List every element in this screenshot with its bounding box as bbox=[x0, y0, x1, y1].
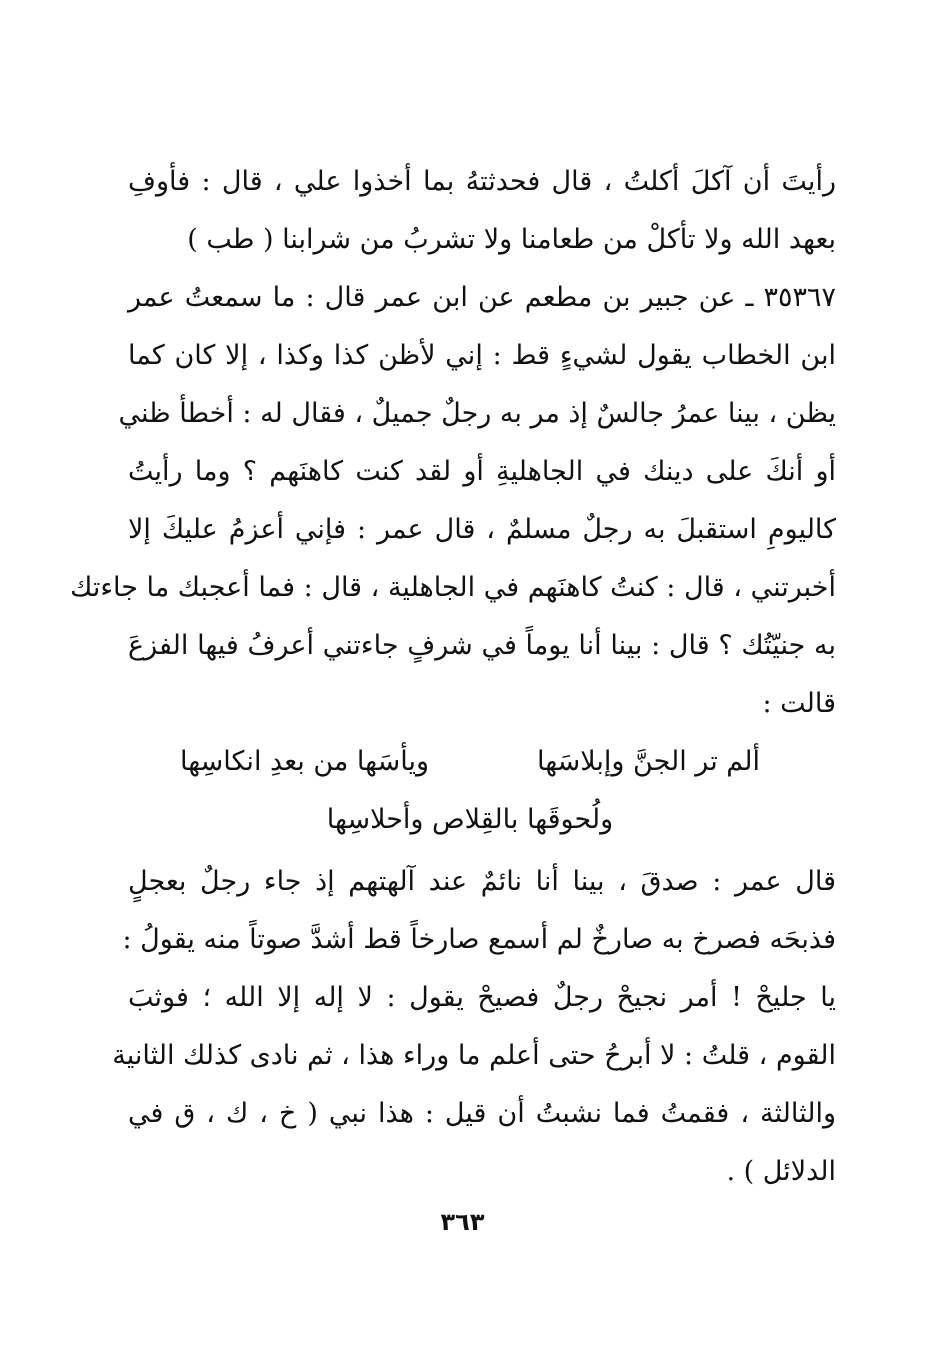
text-line: أخبرتني ، قال : كنتُ كاهنَهم في الجاهلية ، قال : فما أعجبك ما جاءتك bbox=[70, 572, 836, 603]
text-line: القوم ، قلتُ : لا أبرحُ حتى أعلم ما وراء هذا ، ثم نادى كذلك الثانية bbox=[112, 1040, 836, 1071]
text-line: قال عمر : صدقَ ، بينا أنا نائمٌ عند آلهتهم إذ جاء رجلٌ بعجلٍ bbox=[128, 866, 836, 897]
text-line: به جنيّتُك ؟ قال : بينا أنا يوماً في شرفٍ جاءتني أعرفُ فيها الفزعَ bbox=[128, 630, 836, 661]
verse-second-hemistich: ويأسَها من بعدِ انكاسِها bbox=[180, 746, 429, 777]
poem-verses bbox=[180, 733, 760, 849]
paragraph-continuation bbox=[128, 153, 836, 269]
page-number: ٣٦٣ bbox=[440, 1208, 485, 1236]
text-line: رأيتَ أن آكلَ أكلتُ ، قال فحدثتهُ بما أخذوا علي ، قال : فأوفِ bbox=[128, 166, 836, 197]
text-line: فذبحَه فصرخ به صارخٌ لم أسمع صارخاً قط أشدَّ صوتاً منه يقولُ : bbox=[122, 924, 836, 955]
verse-line bbox=[180, 733, 760, 791]
text-line: ٣٥٣٦٧ ـ عن جبير بن مطعم عن ابن عمر قال : ما سمعتُ عمر bbox=[128, 282, 836, 313]
text-line: كاليومِ استقبلَ به رجلٌ مسلمٌ ، قال عمر : فإني أعزمُ عليكَ إلا bbox=[128, 514, 836, 545]
text-line: قالت : bbox=[762, 688, 836, 719]
text-line: يظن ، بينا عمرُ جالسٌ إذ مر به رجلٌ جميلٌ ، فقال له : أخطأ ظني bbox=[118, 398, 836, 429]
paragraph-conclusion bbox=[112, 853, 836, 1201]
text-line: بعهد الله ولا تأكلْ من طعامنا ولا تشربُ من شرابنا ( طب ) bbox=[187, 224, 836, 255]
text-line: الدلائل ) . bbox=[726, 1156, 836, 1187]
text-line: ابن الخطاب يقول لشيءٍ قط : إني لأظن كذا وكذا ، إلا كان كما bbox=[128, 340, 836, 371]
hadith-35367 bbox=[70, 269, 836, 733]
verse-line: ولُحوقَها بالقِلاص وأحلاسِها bbox=[326, 804, 614, 835]
text-line: والثالثة ، فقمتُ فما نشبتُ أن قيل : هذا نبي ( خ ، ك ، ق في bbox=[128, 1098, 836, 1129]
verse-first-hemistich: ألم تر الجنَّ وإبلاسَها bbox=[536, 746, 760, 777]
text-line: يا جليحْ ! أمر نجيحْ رجلٌ فصيحْ يقول : لا إله إلا الله ؛ فوثبَ bbox=[128, 982, 836, 1013]
text-line: أو أنكَ على دينك في الجاهليةِ أو لقد كنت كاهنَهم ؟ وما رأيتُ bbox=[128, 456, 836, 487]
